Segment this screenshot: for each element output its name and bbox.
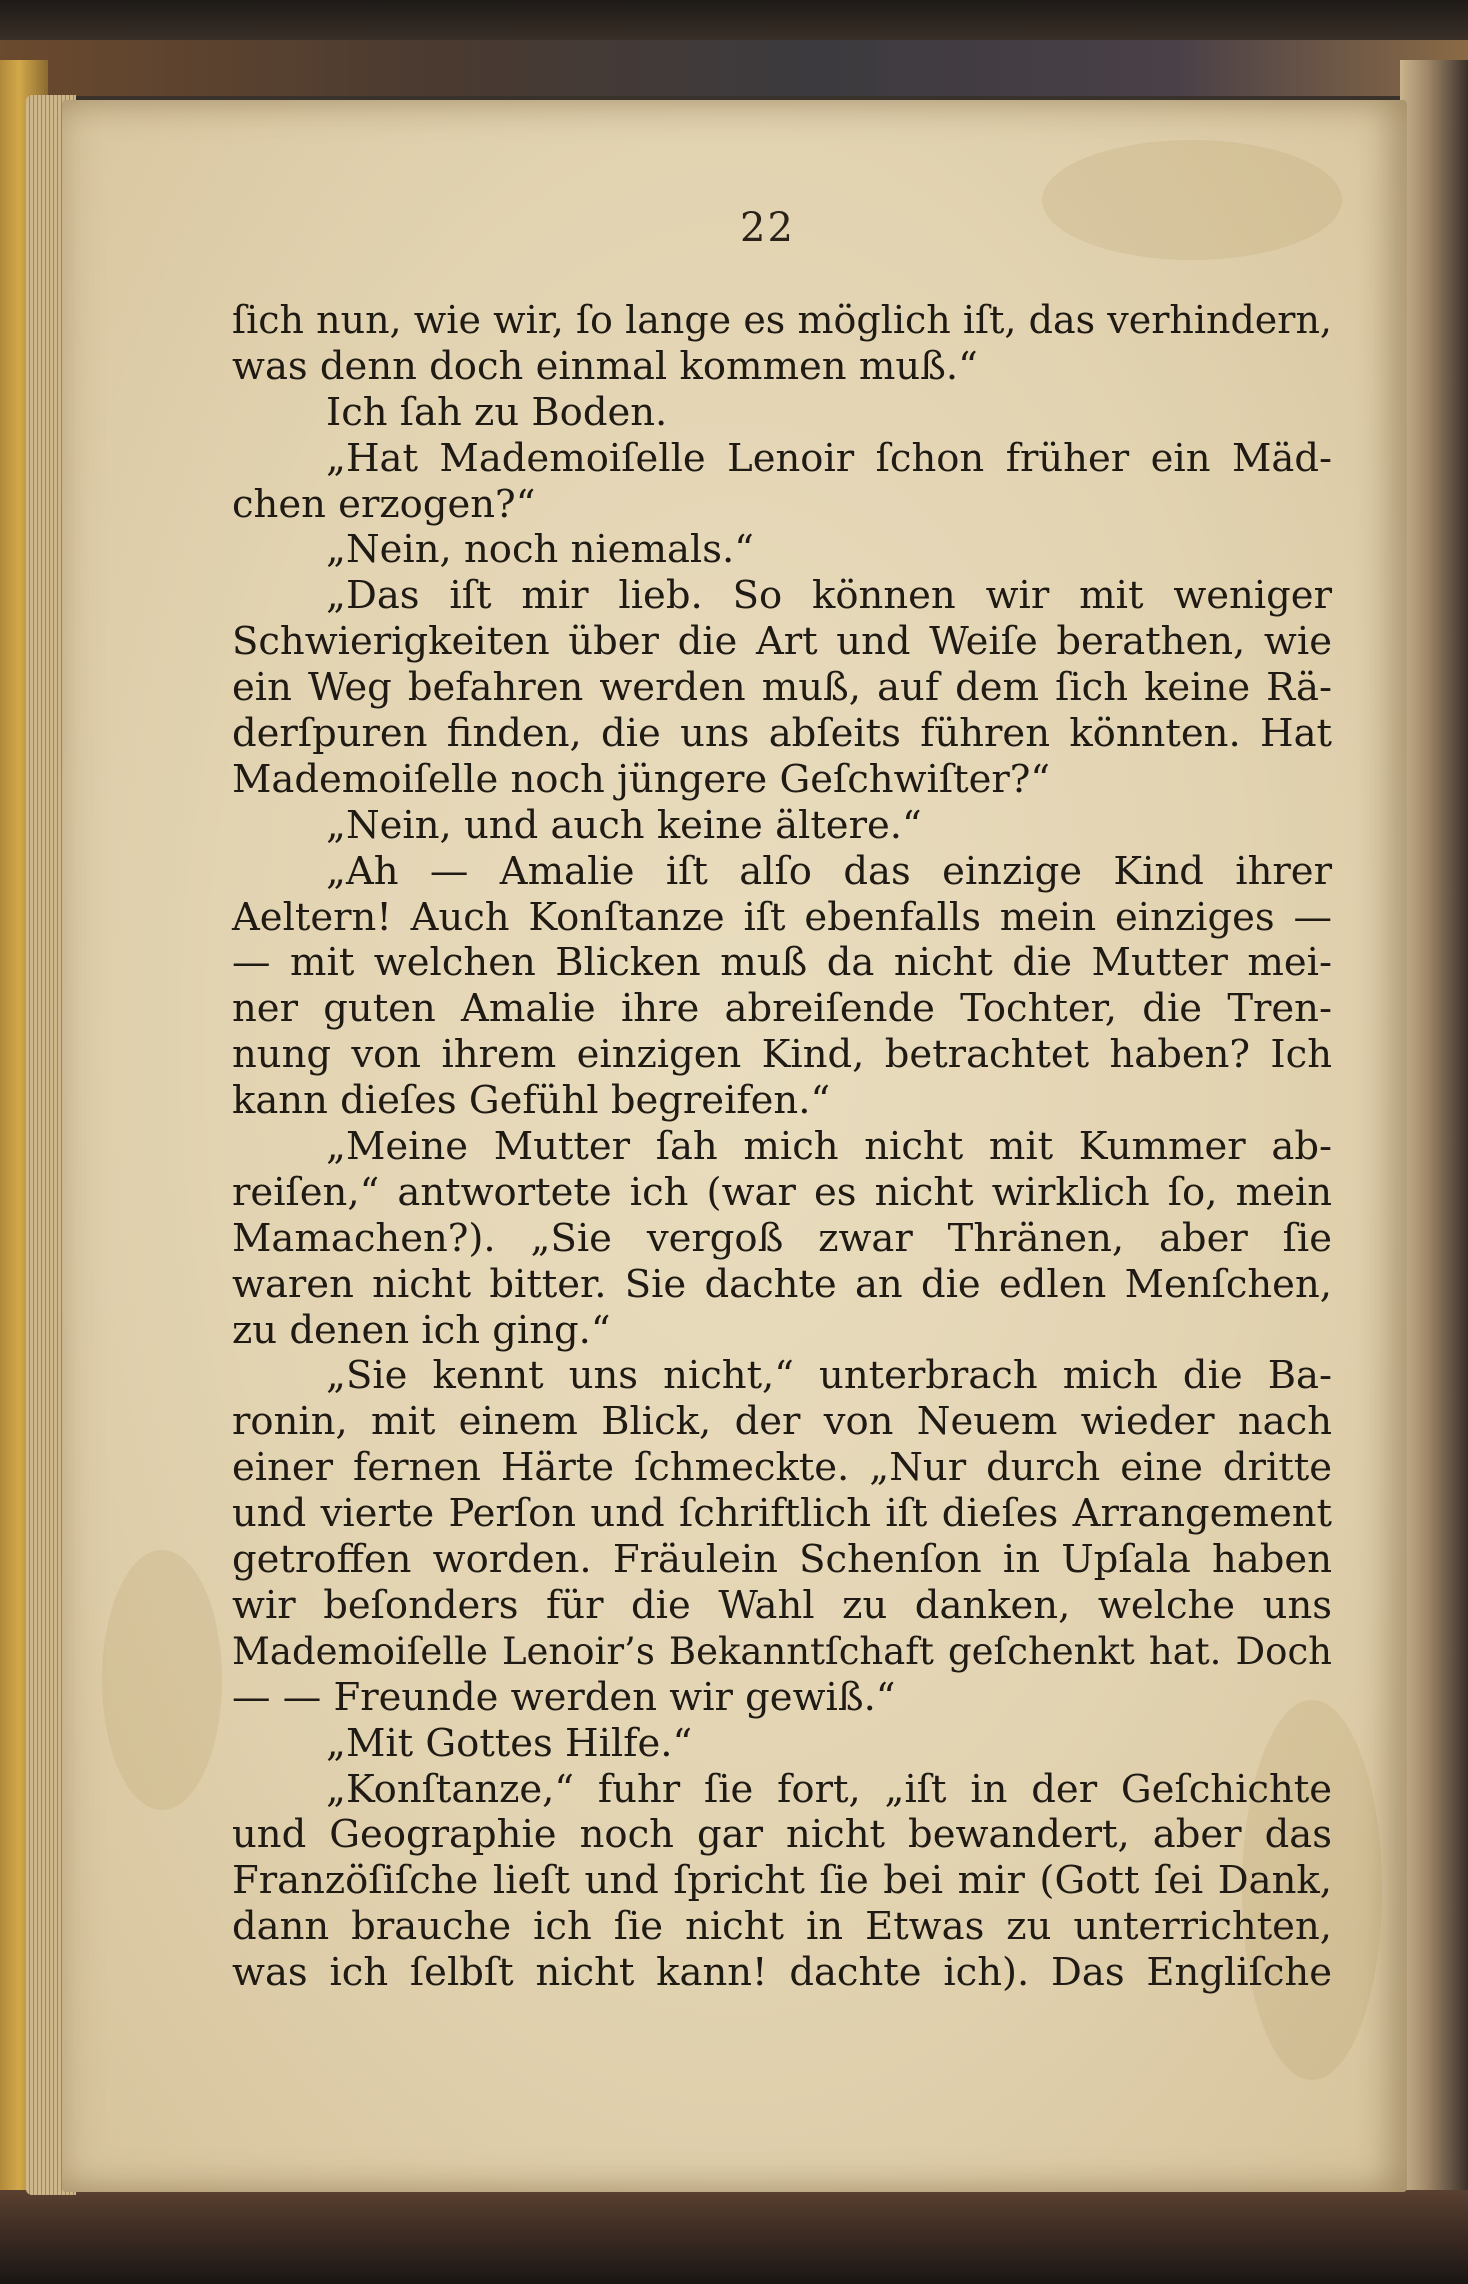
text-line: und Geographie noch gar nicht bewandert, aber das xyxy=(232,1812,1332,1858)
text-line: nung von ihrem einzigen Kind, betrachtet haben? Ich xyxy=(232,1032,1332,1078)
page-stain xyxy=(1042,140,1342,260)
book-cover-right-edge xyxy=(1400,60,1468,2240)
text-line: ner guten Amalie ihre abreiſende Tochter, die Tren- xyxy=(232,986,1332,1032)
text-line: kann dieſes Gefühl begreifen.“ xyxy=(232,1078,831,1124)
text-line: „Mit Gottes Hilfe.“ xyxy=(326,1720,693,1766)
text-line: Aeltern! Auch Konſtanze iſt ebenfalls mein einziges — xyxy=(232,894,1332,940)
text-line: getroffen worden. Fräulein Schenſon in Upſala haben xyxy=(232,1537,1332,1583)
page-stain xyxy=(102,1550,222,1810)
text-line: derſpuren finden, die uns abſeits führen könnten. Hat xyxy=(232,711,1332,757)
text-line: Ich ſah zu Boden. xyxy=(326,389,668,435)
text-line: „Sie kennt uns nicht,“ unterbrach mich die Ba- xyxy=(326,1353,1332,1399)
body-text xyxy=(232,298,1332,1996)
text-line: Mamachen?). „Sie vergoß zwar Thränen, aber ſie xyxy=(232,1215,1332,1261)
text-line: Schwierigkeiten über die Art und Weiſe berathen, wie xyxy=(232,619,1332,665)
text-line: waren nicht bitter. Sie dachte an die edlen Menſchen, xyxy=(232,1261,1332,1307)
book-cover-bottom xyxy=(0,2190,1468,2284)
text-line: chen erzogen?“ xyxy=(232,481,536,527)
text-line: „Nein, und auch keine ältere.“ xyxy=(326,802,922,848)
text-line: und vierte Perſon und ſchriftlich iſt dieſes Arrangement xyxy=(232,1491,1332,1537)
text-line: „Meine Mutter ſah mich nicht mit Kummer ab- xyxy=(326,1124,1332,1170)
text-line: Mademoiſelle noch jüngere Geſchwiſter?“ xyxy=(232,756,1051,802)
text-line: wir beſonders für die Wahl zu danken, welche uns xyxy=(232,1582,1332,1628)
text-line: ronin, mit einem Blick, der von Neuem wieder nach xyxy=(232,1399,1332,1445)
text-line: was denn doch einmal kommen muß.“ xyxy=(232,343,978,389)
text-line: — — Freunde werden wir gewiß.“ xyxy=(232,1674,896,1720)
text-line: „Ah — Amalie iſt alſo das einzige Kind ihrer xyxy=(326,848,1332,894)
text-line: — mit welchen Blicken muß da nicht die Mutter mei- xyxy=(232,940,1332,986)
text-line: dann brauche ich ſie nicht in Etwas zu unterrichten, xyxy=(232,1904,1332,1950)
text-line: zu denen ich ging.“ xyxy=(232,1307,611,1353)
book-spine-band xyxy=(0,40,1468,96)
text-line: was ich ſelbſt nicht kann! dachte ich). Das Engliſche xyxy=(232,1950,1332,1996)
text-line: ſich nun, wie wir, ſo lange es möglich iſt, das verhindern, xyxy=(232,298,1332,342)
text-line: einer fernen Härte ſchmeckte. „Nur durch eine dritte xyxy=(232,1445,1332,1491)
text-line: „Das iſt mir lieb. So können wir mit weniger xyxy=(326,573,1332,619)
text-line: Franzöſiſche lieſt und ſpricht ſie bei mir (Gott ſei Dank, xyxy=(232,1858,1332,1904)
page-number: 22 xyxy=(740,205,795,251)
text-line: reiſen,“ antwortete ich (war es nicht wirklich ſo, mein xyxy=(232,1169,1332,1215)
text-line: Mademoiſelle Lenoir’s Bekanntſchaft geſchenkt hat. Doch xyxy=(232,1629,1332,1673)
text-line: „Nein, noch niemals.“ xyxy=(326,527,754,573)
text-line: „Konſtanze,“ fuhr ſie fort, „iſt in der Geſchichte xyxy=(326,1766,1332,1812)
text-line: ein Weg befahren werden muß, auf dem ſich keine Rä- xyxy=(232,665,1332,711)
text-line: „Hat Mademoiſelle Lenoir ſchon früher ein Mäd- xyxy=(326,435,1332,481)
